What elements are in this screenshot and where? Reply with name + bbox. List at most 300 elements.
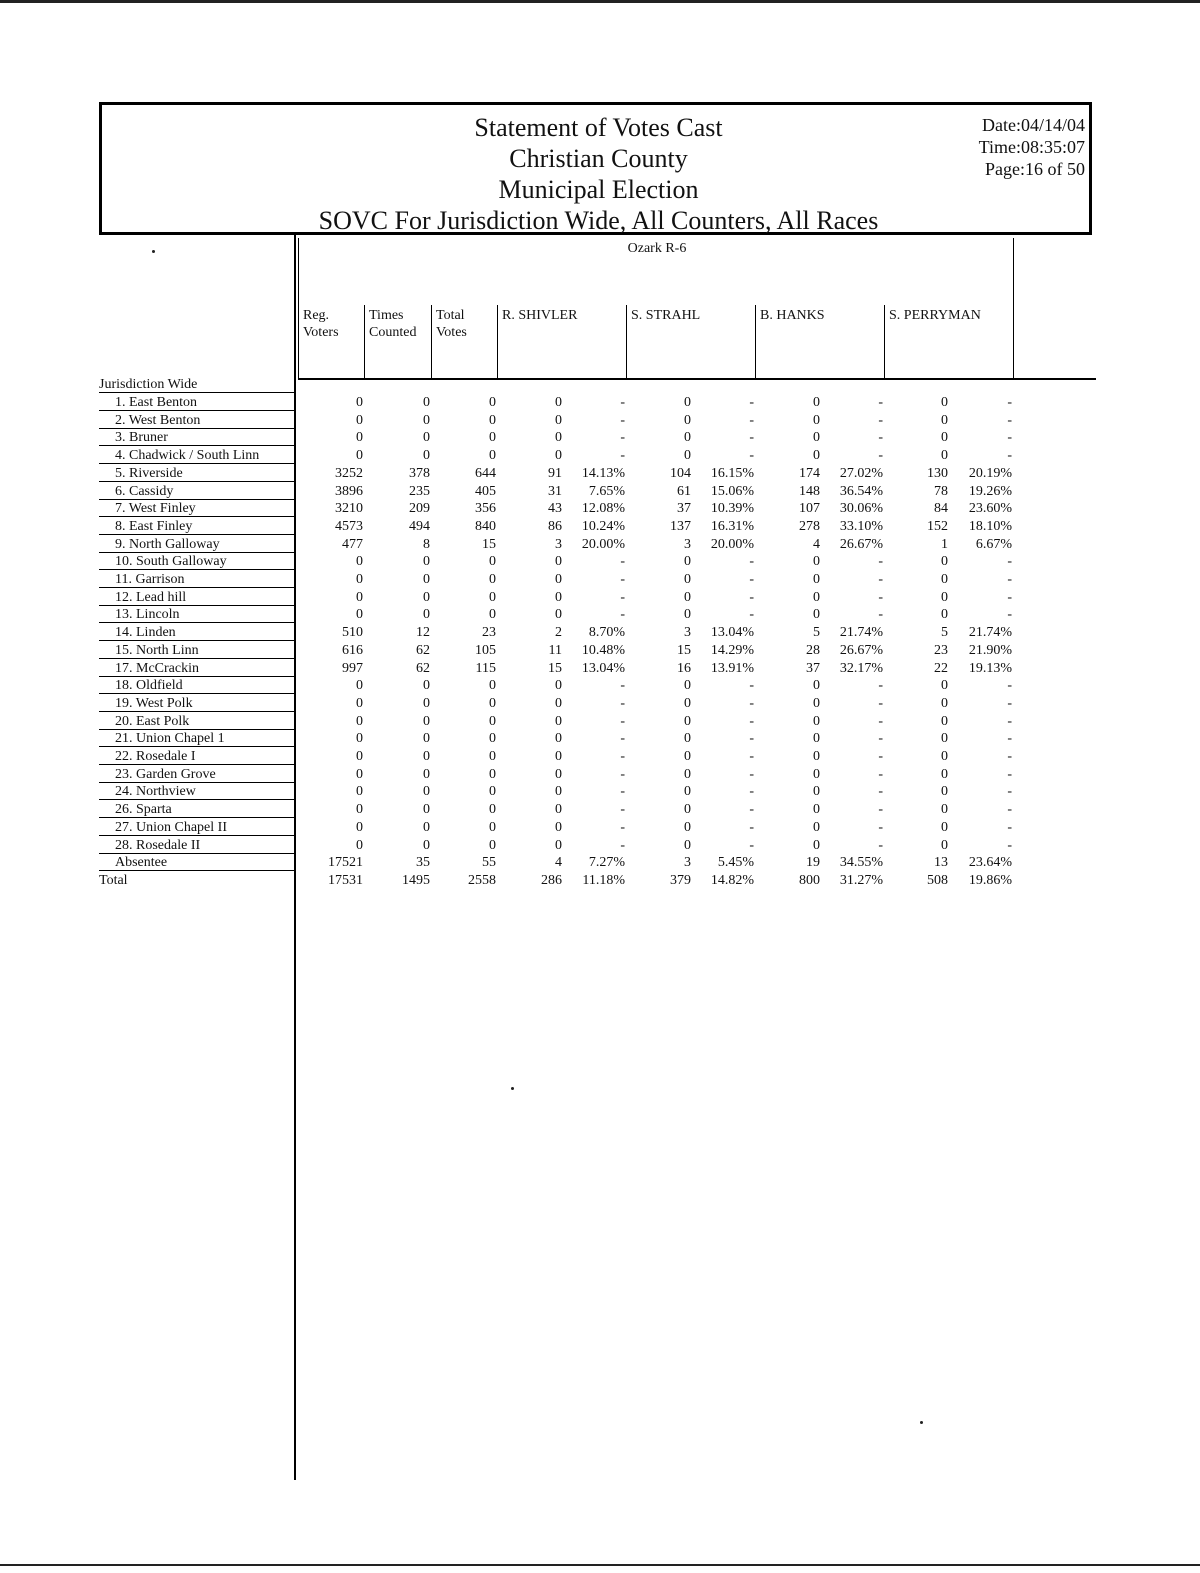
cell-candidate-percent: - [749, 607, 754, 622]
cell-times: 494 [409, 519, 430, 534]
cell-times: 235 [409, 484, 430, 499]
cell-times: 0 [423, 749, 430, 764]
cell-candidate-percent: - [749, 714, 754, 729]
cell-candidate-votes: 37 [806, 661, 820, 676]
cell-times: 0 [423, 572, 430, 587]
cell-candidate-percent: 26.67% [839, 537, 883, 552]
cell-reg: 0 [356, 784, 363, 799]
cell-candidate-percent: - [878, 572, 883, 587]
cell-candidate-votes: 3 [684, 625, 691, 640]
cell-candidate-votes: 22 [934, 661, 948, 676]
cell-total: 0 [489, 413, 496, 428]
cell-candidate-votes: 0 [941, 714, 948, 729]
cell-total: 115 [475, 661, 496, 676]
cell-candidate-percent: - [620, 767, 625, 782]
cell-candidate-votes: 2 [555, 625, 562, 640]
cell-candidate-percent: 23.60% [968, 501, 1012, 516]
row-label: 9. North Galloway [99, 537, 296, 553]
row-label: 11. Garrison [99, 572, 296, 588]
cell-times: 35 [416, 855, 430, 870]
cell-times: 378 [409, 466, 430, 481]
cell-reg: 0 [356, 413, 363, 428]
cell-candidate-votes: 0 [941, 554, 948, 569]
cell-candidate-percent: 20.19% [968, 466, 1012, 481]
cell-candidate-percent: - [1007, 749, 1012, 764]
row-label: 24. Northview [99, 784, 296, 800]
cell-candidate-votes: 0 [555, 731, 562, 746]
cell-candidate-votes: 0 [684, 784, 691, 799]
page-number: Page:16 of 50 [985, 159, 1085, 179]
table-right-border [1013, 238, 1014, 378]
cell-total: 405 [475, 484, 496, 499]
cell-candidate-percent: - [878, 448, 883, 463]
cell-candidate-percent: - [749, 430, 754, 445]
cell-candidate-percent: - [620, 413, 625, 428]
cell-times: 0 [423, 430, 430, 445]
election-name: Municipal Election [498, 175, 699, 204]
cell-candidate-percent: - [878, 838, 883, 853]
row-label: 4. Chadwick / South Linn [99, 448, 296, 464]
cell-candidate-percent: - [878, 767, 883, 782]
cell-candidate-votes: 137 [670, 519, 691, 534]
cell-candidate-percent: 7.65% [588, 484, 625, 499]
cell-candidate-votes: 0 [555, 395, 562, 410]
cell-candidate-votes: 0 [555, 448, 562, 463]
cell-candidate-percent: 7.27% [588, 855, 625, 870]
cell-candidate-votes: 15 [548, 661, 562, 676]
cell-candidate-percent: 14.13% [581, 466, 625, 481]
cell-times: 12 [416, 625, 430, 640]
cell-total: 0 [489, 820, 496, 835]
cell-candidate-percent: 5.45% [717, 855, 754, 870]
cell-total: 356 [475, 501, 496, 516]
cell-candidate-percent: - [1007, 696, 1012, 711]
cell-times: 0 [423, 448, 430, 463]
row-label: 13. Lincoln [99, 607, 296, 623]
scan-speck [152, 250, 155, 253]
report-date: Date:04/14/04 [982, 115, 1085, 135]
cell-candidate-percent: - [749, 838, 754, 853]
cell-candidate-percent: - [878, 696, 883, 711]
cell-candidate-votes: 0 [555, 784, 562, 799]
cell-reg: 0 [356, 590, 363, 605]
cell-candidate-percent: - [620, 838, 625, 853]
cell-candidate-percent: 13.91% [710, 661, 754, 676]
cell-candidate-votes: 174 [799, 466, 820, 481]
cell-candidate-votes: 13 [934, 855, 948, 870]
cell-candidate-votes: 0 [941, 767, 948, 782]
cell-reg: 17531 [328, 873, 363, 888]
cell-candidate-votes: 0 [941, 430, 948, 445]
cell-total: 0 [489, 749, 496, 764]
cell-candidate-votes: 0 [555, 607, 562, 622]
cell-candidate-votes: 0 [684, 554, 691, 569]
cell-times: 0 [423, 802, 430, 817]
cell-candidate-percent: - [878, 784, 883, 799]
col-header-candidate: S. PERRYMAN [889, 308, 981, 323]
row-label: Total [99, 873, 128, 888]
cell-candidate-votes: 0 [555, 749, 562, 764]
cell-candidate-percent: - [878, 749, 883, 764]
cell-candidate-percent: - [878, 714, 883, 729]
scan-speck [511, 1087, 514, 1090]
cell-candidate-percent: - [1007, 607, 1012, 622]
cell-candidate-votes: 0 [813, 731, 820, 746]
cell-candidate-percent: - [878, 802, 883, 817]
scan-speck [920, 1421, 923, 1424]
cell-reg: 0 [356, 395, 363, 410]
cell-candidate-votes: 0 [684, 749, 691, 764]
cell-candidate-percent: 23.64% [968, 855, 1012, 870]
cell-candidate-votes: 0 [941, 802, 948, 817]
cell-times: 0 [423, 590, 430, 605]
cell-reg: 0 [356, 731, 363, 746]
col-separator [364, 305, 365, 378]
cell-times: 1495 [402, 873, 430, 888]
cell-candidate-votes: 0 [684, 430, 691, 445]
row-label: 23. Garden Grove [99, 767, 296, 783]
cell-candidate-votes: 0 [813, 838, 820, 853]
cell-candidate-percent: - [620, 395, 625, 410]
cell-candidate-votes: 0 [555, 696, 562, 711]
cell-total: 0 [489, 572, 496, 587]
row-label: 3. Bruner [99, 430, 296, 446]
cell-candidate-percent: - [620, 749, 625, 764]
cell-times: 209 [409, 501, 430, 516]
cell-candidate-percent: - [620, 678, 625, 693]
cell-candidate-votes: 3 [684, 855, 691, 870]
cell-candidate-votes: 0 [684, 731, 691, 746]
cell-times: 0 [423, 731, 430, 746]
cell-candidate-percent: - [749, 395, 754, 410]
cell-candidate-percent: - [1007, 448, 1012, 463]
cell-total: 0 [489, 607, 496, 622]
cell-candidate-percent: - [749, 767, 754, 782]
col-header-candidate: B. HANKS [760, 308, 825, 323]
cell-candidate-votes: 0 [941, 395, 948, 410]
cell-candidate-votes: 0 [813, 572, 820, 587]
cell-times: 0 [423, 714, 430, 729]
cell-candidate-votes: 4 [555, 855, 562, 870]
cell-candidate-votes: 91 [548, 466, 562, 481]
col-separator [431, 305, 432, 378]
cell-candidate-votes: 78 [934, 484, 948, 499]
cell-reg: 0 [356, 572, 363, 587]
col-separator [626, 305, 627, 378]
cell-candidate-percent: 10.24% [581, 519, 625, 534]
col-header-times-counted: Times Counted [369, 308, 417, 340]
cell-candidate-percent: 16.15% [710, 466, 754, 481]
cell-candidate-percent: - [1007, 395, 1012, 410]
cell-candidate-votes: 61 [677, 484, 691, 499]
cell-candidate-percent: - [620, 784, 625, 799]
cell-reg: 17521 [328, 855, 363, 870]
cell-reg: 0 [356, 554, 363, 569]
row-label: 6. Cassidy [99, 484, 296, 500]
cell-candidate-votes: 0 [555, 767, 562, 782]
col-separator [497, 305, 498, 378]
cell-candidate-votes: 0 [555, 820, 562, 835]
cell-candidate-percent: - [1007, 572, 1012, 587]
cell-total: 0 [489, 395, 496, 410]
cell-candidate-percent: - [620, 696, 625, 711]
cell-candidate-percent: - [878, 413, 883, 428]
cell-reg: 0 [356, 838, 363, 853]
cell-candidate-votes: 0 [813, 554, 820, 569]
cell-times: 0 [423, 696, 430, 711]
cell-candidate-votes: 0 [941, 838, 948, 853]
cell-candidate-votes: 152 [927, 519, 948, 534]
cell-candidate-percent: - [749, 820, 754, 835]
cell-candidate-percent: - [749, 448, 754, 463]
cell-candidate-votes: 0 [813, 767, 820, 782]
cell-candidate-percent: - [749, 413, 754, 428]
row-label: 17. McCrackin [99, 661, 296, 677]
cell-reg: 0 [356, 607, 363, 622]
cell-candidate-votes: 0 [941, 572, 948, 587]
cell-candidate-percent: 31.27% [839, 873, 883, 888]
row-label: 19. West Polk [99, 696, 296, 712]
cell-candidate-votes: 0 [941, 749, 948, 764]
cell-candidate-percent: 11.18% [582, 873, 625, 888]
cell-candidate-votes: 0 [555, 572, 562, 587]
cell-candidate-votes: 0 [813, 413, 820, 428]
cell-candidate-percent: - [1007, 554, 1012, 569]
cell-candidate-percent: - [1007, 838, 1012, 853]
cell-candidate-votes: 0 [813, 678, 820, 693]
cell-candidate-percent: - [878, 395, 883, 410]
cell-candidate-percent: - [1007, 413, 1012, 428]
cell-candidate-percent: - [878, 590, 883, 605]
cell-candidate-percent: 26.67% [839, 643, 883, 658]
cell-reg: 616 [342, 643, 363, 658]
cell-times: 0 [423, 767, 430, 782]
cell-times: 0 [423, 554, 430, 569]
cell-candidate-percent: - [620, 572, 625, 587]
cell-total: 0 [489, 784, 496, 799]
cell-candidate-percent: 15.06% [710, 484, 754, 499]
cell-candidate-votes: 0 [813, 696, 820, 711]
cell-candidate-percent: - [878, 554, 883, 569]
cell-candidate-votes: 0 [555, 430, 562, 445]
cell-candidate-votes: 0 [813, 749, 820, 764]
cell-total: 0 [489, 714, 496, 729]
county-name: Christian County [509, 144, 688, 173]
cell-candidate-percent: - [878, 820, 883, 835]
cell-reg: 0 [356, 678, 363, 693]
cell-candidate-votes: 3 [555, 537, 562, 552]
cell-candidate-votes: 0 [684, 820, 691, 835]
scan-edge-top [0, 0, 1200, 3]
cell-candidate-votes: 0 [684, 413, 691, 428]
cell-candidate-percent: 19.86% [968, 873, 1012, 888]
cell-times: 0 [423, 820, 430, 835]
race-title: Ozark R-6 [627, 241, 687, 256]
cell-candidate-votes: 508 [927, 873, 948, 888]
row-label: 26. Sparta [99, 802, 296, 818]
cell-candidate-votes: 0 [684, 838, 691, 853]
cell-candidate-votes: 0 [684, 678, 691, 693]
cell-candidate-percent: 20.00% [581, 537, 625, 552]
cell-total: 0 [489, 430, 496, 445]
cell-candidate-percent: 21.90% [968, 643, 1012, 658]
cell-candidate-votes: 0 [684, 590, 691, 605]
cell-candidate-percent: 10.39% [710, 501, 754, 516]
row-label: 8. East Finley [99, 519, 296, 535]
cell-candidate-percent: - [749, 696, 754, 711]
cell-candidate-votes: 0 [941, 731, 948, 746]
cell-candidate-votes: 0 [941, 607, 948, 622]
cell-candidate-votes: 0 [555, 838, 562, 853]
cell-candidate-votes: 0 [813, 607, 820, 622]
cell-candidate-votes: 0 [555, 678, 562, 693]
cell-candidate-percent: 13.04% [581, 661, 625, 676]
row-label: 22. Rosedale I [99, 749, 296, 765]
cell-candidate-votes: 4 [813, 537, 820, 552]
cell-candidate-percent: 12.08% [581, 501, 625, 516]
cell-candidate-percent: 18.10% [968, 519, 1012, 534]
col-header-total-votes: Total Votes [436, 308, 467, 340]
cell-candidate-percent: 20.00% [710, 537, 754, 552]
cell-candidate-percent: 21.74% [968, 625, 1012, 640]
report-title: Statement of Votes Cast [474, 113, 723, 142]
cell-total: 105 [475, 643, 496, 658]
cell-candidate-percent: 6.67% [975, 537, 1012, 552]
cell-candidate-percent: - [749, 678, 754, 693]
cell-candidate-percent: 21.74% [839, 625, 883, 640]
scan-edge-bottom [0, 1564, 1200, 1566]
cell-candidate-votes: 278 [799, 519, 820, 534]
cell-total: 840 [475, 519, 496, 534]
col-header-candidate: S. STRAHL [631, 308, 701, 323]
cell-candidate-votes: 3 [684, 537, 691, 552]
cell-candidate-votes: 0 [941, 820, 948, 835]
row-label: 15. North Linn [99, 643, 296, 659]
cell-total: 0 [489, 696, 496, 711]
cell-candidate-votes: 0 [555, 590, 562, 605]
cell-candidate-votes: 148 [799, 484, 820, 499]
cell-candidate-votes: 43 [548, 501, 562, 516]
report-time: Time:08:35:07 [978, 137, 1085, 157]
cell-reg: 3896 [335, 484, 363, 499]
cell-candidate-votes: 5 [941, 625, 948, 640]
cell-candidate-votes: 84 [934, 501, 948, 516]
cell-times: 62 [416, 661, 430, 676]
cell-candidate-votes: 1 [941, 537, 948, 552]
row-label: Absentee [99, 855, 296, 871]
row-label: 14. Linden [99, 625, 296, 641]
cell-candidate-percent: - [1007, 430, 1012, 445]
cell-candidate-percent: - [620, 802, 625, 817]
cell-candidate-percent: - [620, 820, 625, 835]
cell-total: 644 [475, 466, 496, 481]
cell-candidate-percent: 19.13% [968, 661, 1012, 676]
cell-candidate-percent: 30.06% [839, 501, 883, 516]
cell-total: 0 [489, 590, 496, 605]
cell-candidate-percent: - [1007, 590, 1012, 605]
cell-reg: 0 [356, 696, 363, 711]
cell-candidate-percent: 14.29% [710, 643, 754, 658]
cell-candidate-votes: 0 [555, 714, 562, 729]
cell-candidate-percent: - [749, 749, 754, 764]
section-label: Jurisdiction Wide [99, 377, 296, 393]
cell-candidate-percent: 27.02% [839, 466, 883, 481]
row-label: 5. Riverside [99, 466, 296, 482]
table-left-border [298, 238, 299, 378]
cell-candidate-votes: 107 [799, 501, 820, 516]
col-separator [884, 305, 885, 378]
cell-times: 8 [423, 537, 430, 552]
cell-candidate-votes: 0 [941, 413, 948, 428]
cell-total: 0 [489, 448, 496, 463]
cell-candidate-votes: 0 [684, 395, 691, 410]
cell-total: 2558 [468, 873, 496, 888]
cell-total: 55 [482, 855, 496, 870]
cell-candidate-percent: - [1007, 802, 1012, 817]
row-label: 18. Oldfield [99, 678, 296, 694]
cell-candidate-percent: - [878, 678, 883, 693]
cell-candidate-votes: 86 [548, 519, 562, 534]
cell-candidate-votes: 0 [684, 802, 691, 817]
cell-times: 0 [423, 413, 430, 428]
cell-candidate-percent: - [620, 731, 625, 746]
cell-reg: 4573 [335, 519, 363, 534]
cell-candidate-votes: 0 [813, 714, 820, 729]
cell-reg: 0 [356, 714, 363, 729]
row-label: 21. Union Chapel 1 [99, 731, 296, 747]
cell-candidate-percent: 32.17% [839, 661, 883, 676]
cell-candidate-votes: 37 [677, 501, 691, 516]
cell-candidate-votes: 0 [684, 448, 691, 463]
cell-candidate-percent: - [749, 784, 754, 799]
cell-candidate-percent: 33.10% [839, 519, 883, 534]
cell-candidate-percent: - [620, 607, 625, 622]
cell-candidate-percent: 16.31% [710, 519, 754, 534]
cell-times: 0 [423, 395, 430, 410]
cell-candidate-percent: - [878, 731, 883, 746]
cell-reg: 3210 [335, 501, 363, 516]
cell-times: 0 [423, 607, 430, 622]
cell-reg: 477 [342, 537, 363, 552]
cell-candidate-votes: 0 [684, 696, 691, 711]
cell-candidate-percent: - [620, 590, 625, 605]
col-header-reg-voters: Reg. Voters [303, 308, 339, 340]
cell-candidate-percent: - [620, 554, 625, 569]
row-label: 7. West Finley [99, 501, 296, 517]
cell-candidate-votes: 0 [555, 802, 562, 817]
cell-candidate-votes: 0 [941, 590, 948, 605]
cell-total: 0 [489, 731, 496, 746]
cell-candidate-votes: 0 [684, 767, 691, 782]
cell-candidate-percent: - [620, 448, 625, 463]
cell-candidate-votes: 0 [555, 413, 562, 428]
cell-reg: 0 [356, 820, 363, 835]
cell-candidate-votes: 15 [677, 643, 691, 658]
cell-candidate-votes: 23 [934, 643, 948, 658]
cell-candidate-percent: - [878, 430, 883, 445]
cell-candidate-percent: - [1007, 714, 1012, 729]
cell-candidate-percent: - [1007, 784, 1012, 799]
cell-total: 0 [489, 678, 496, 693]
row-label: 20. East Polk [99, 714, 296, 730]
cell-candidate-votes: 0 [941, 696, 948, 711]
row-label: 12. Lead hill [99, 590, 296, 606]
cell-total: 23 [482, 625, 496, 640]
cell-candidate-percent: - [620, 430, 625, 445]
cell-candidate-percent: - [749, 731, 754, 746]
cell-candidate-votes: 130 [927, 466, 948, 481]
cell-candidate-votes: 0 [941, 784, 948, 799]
